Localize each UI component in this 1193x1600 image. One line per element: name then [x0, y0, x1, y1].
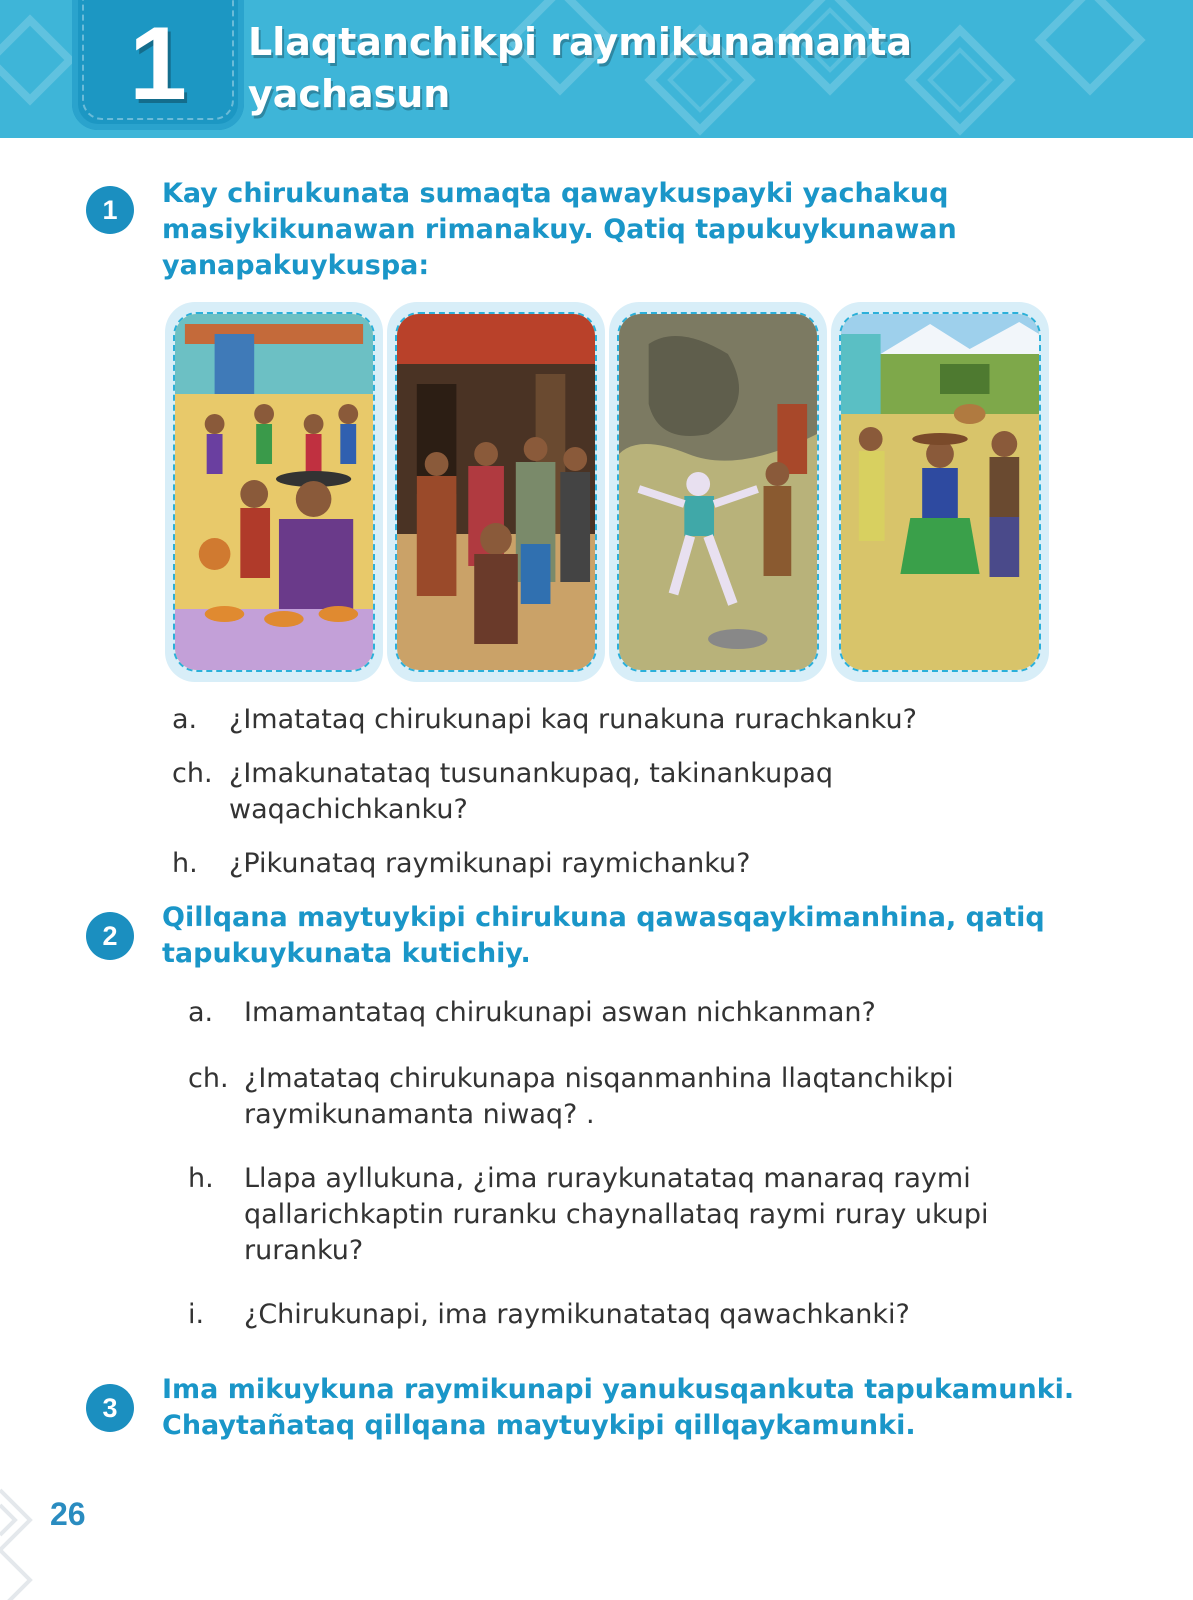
question-text: ¿Imatataq chirukunapa nisqanmanhina llaqtanchikpi	[244, 1063, 954, 1094]
question-item	[172, 702, 1072, 738]
instruction-line: Ima mikuykuna raymikunapi yanukusqankuta tapukamunki.	[162, 1374, 1075, 1405]
question-text: raymikunamanta niwaq? .	[244, 1099, 595, 1130]
unit-header	[0, 0, 1193, 138]
festival-market-illustration	[175, 314, 373, 670]
question-text: ¿Pikunataq raymikunapi raymichanku?	[229, 848, 751, 879]
illustration-panel	[165, 302, 383, 682]
unit-title-line: Llaqtanchikpi raymikunamanta	[248, 20, 912, 64]
illustration-panel	[831, 302, 1049, 682]
question-text: Imamantataq chirukunapi aswan nichkanman?	[244, 997, 876, 1028]
activity-instruction	[162, 900, 1062, 972]
activity-number-badge: 2	[86, 912, 134, 960]
musicians-procession-illustration	[397, 314, 595, 670]
question-item	[188, 1061, 1068, 1133]
illustration-panel	[609, 302, 827, 682]
question-text: ¿Chirukunapi, ima raymikunatataq qawachkanki?	[244, 1299, 910, 1330]
unit-title-line: yachasun	[248, 72, 451, 116]
question-text: waqachichkanku?	[229, 794, 468, 825]
scissors-dancer-illustration	[619, 314, 817, 670]
page-number: 26	[50, 1496, 86, 1532]
instruction-line: masiykikunawan rimanakuy. Qatiq tapukuykunawan	[162, 214, 957, 245]
activity-instruction	[162, 1372, 1075, 1444]
unit-number: 1	[129, 6, 187, 122]
question-item	[172, 756, 1072, 828]
question-letter: a.	[172, 704, 198, 735]
activity-number-badge: 1	[86, 186, 134, 234]
question-letter: i.	[188, 1299, 205, 1330]
question-item	[172, 846, 1072, 882]
question-list	[188, 995, 1068, 1333]
question-text: Llapa ayllukuna, ¿ima ruraykunatataq manaraq raymi	[244, 1163, 971, 1194]
question-list	[172, 702, 1072, 882]
instruction-line: Kay chirukunata sumaqta qawaykuspayki yachakuq	[162, 178, 949, 209]
question-item	[188, 1161, 1068, 1269]
activity-number-badge: 3	[86, 1384, 134, 1432]
instruction-line: Chaytañataq qillqana maytuykipi qillqaykamunki.	[162, 1410, 916, 1441]
question-text: ¿Imakunatataq tusunankupaq, takinankupaq	[229, 758, 834, 789]
question-item	[188, 995, 1068, 1031]
question-letter: ch.	[188, 1063, 229, 1094]
question-text: ruranku?	[244, 1235, 364, 1266]
instruction-line: tapukuykunata kutichiy.	[162, 938, 531, 969]
question-text: qallarichkaptin ruranku chaynallataq raymi ruray ukupi	[244, 1199, 989, 1230]
question-letter: h.	[172, 848, 198, 879]
instruction-line: Qillqana maytuykipi chirukuna qawasqaykimanhina, qatiq	[162, 902, 1045, 933]
activity-instruction	[162, 176, 1062, 284]
illustration-panel	[387, 302, 605, 682]
corner-diamond-pattern	[0, 1470, 50, 1600]
unit-title	[248, 16, 968, 120]
question-text: ¿Imatataq chirukunapi kaq runakuna rurachkanku?	[229, 704, 917, 735]
village-dance-illustration	[841, 314, 1039, 670]
unit-number-tab	[72, 0, 244, 130]
instruction-line: yanapakuykuspa:	[162, 250, 430, 281]
question-letter: h.	[188, 1163, 214, 1194]
question-item	[188, 1297, 1068, 1333]
question-letter: a.	[188, 997, 214, 1028]
question-letter: ch.	[172, 758, 213, 789]
